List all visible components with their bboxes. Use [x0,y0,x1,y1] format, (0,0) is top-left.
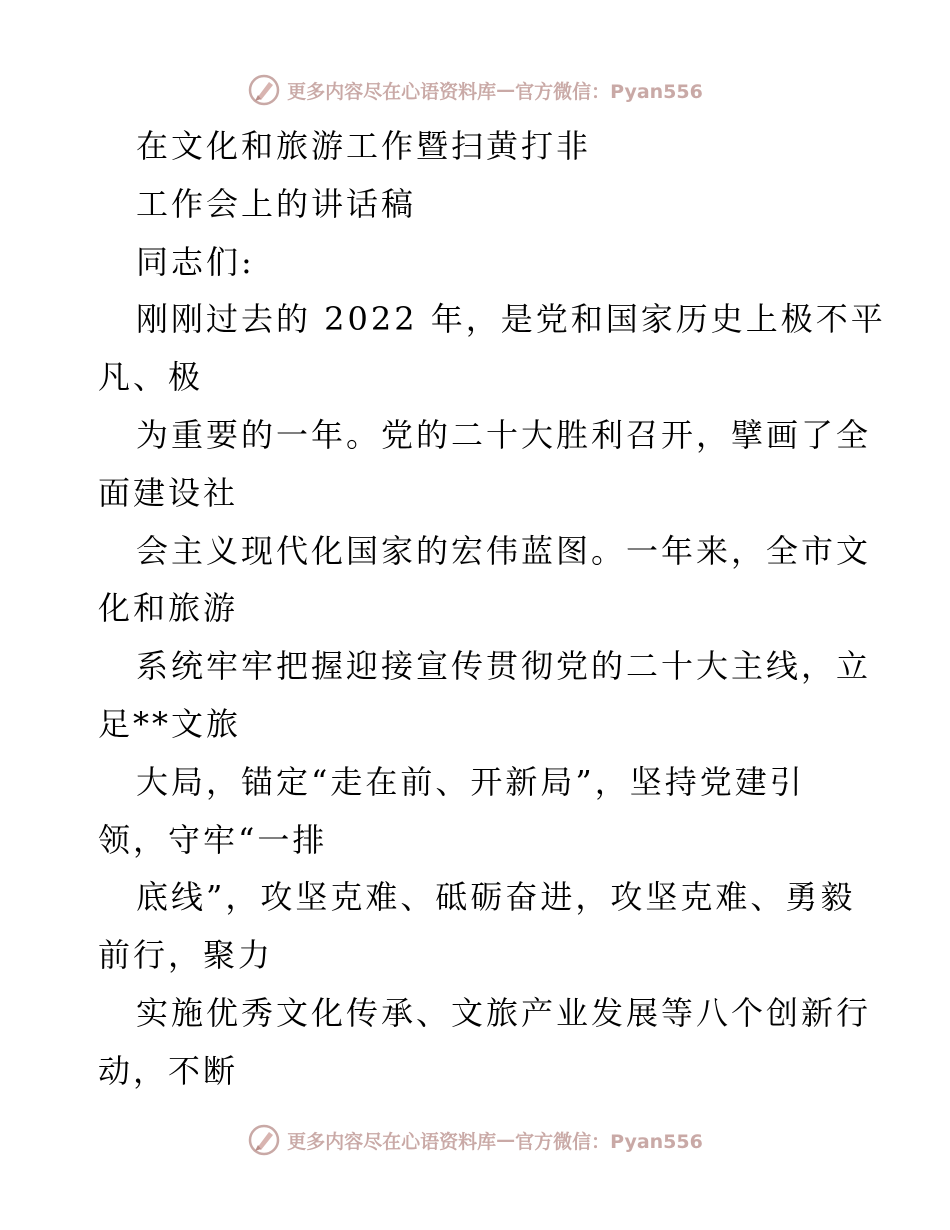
salutation: 同志们: [136,242,255,281]
paragraph-line: 凡、极 [98,358,204,397]
paragraph-line: 化和旅游 [98,589,239,628]
paragraph-line: 实施优秀文化传承、文旅产业发展等八个创新行 [136,993,872,1032]
paragraph-line: 面建设社 [98,473,239,512]
banner-dash: — [496,1129,516,1151]
footer-watermark-banner [0,1120,950,1160]
paragraph-line: 领，守牢“一排 [98,820,328,859]
banner-wechat: 官方微信：Pyan556 [515,80,703,103]
header-watermark-banner [0,70,950,110]
paragraph-line: 会主义现代化国家的宏伟蓝图。一年来，全市文 [136,531,872,570]
banner-text: 更多内容尽在心语资料库 [287,80,497,103]
paragraph-line: 刚刚过去的 2022 年，是党和国家历史上极不平 [136,300,886,339]
pen-nib-logo-icon [247,73,281,107]
paragraph-line: 足**文旅 [98,704,242,743]
paragraph-line: 动，不断 [98,1051,239,1090]
banner-wechat: 官方微信：Pyan556 [515,1130,703,1153]
paragraph-line: 前行，聚力 [98,936,274,975]
paragraph-line: 大局，锚定“走在前、开新局”，坚持党建引 [136,762,805,801]
title-line-1: 在文化和旅游工作暨扫黄打非 [136,127,592,165]
title-line-2: 工作会上的讲话稿 [136,184,417,223]
banner-text: 更多内容尽在心语资料库 [287,1130,497,1153]
paragraph-line: 底线”，攻坚克难、砥砺奋进，攻坚克难、勇毅 [136,878,856,917]
banner-dash: — [496,79,516,101]
paragraph-line: 系统牢牢把握迎接宣传贯彻党的二十大主线，立 [136,647,872,686]
paragraph-line: 为重要的一年。党的二十大胜利召开，擘画了全 [136,415,872,454]
pen-nib-logo-icon [247,1123,281,1157]
document-body [98,118,886,1101]
